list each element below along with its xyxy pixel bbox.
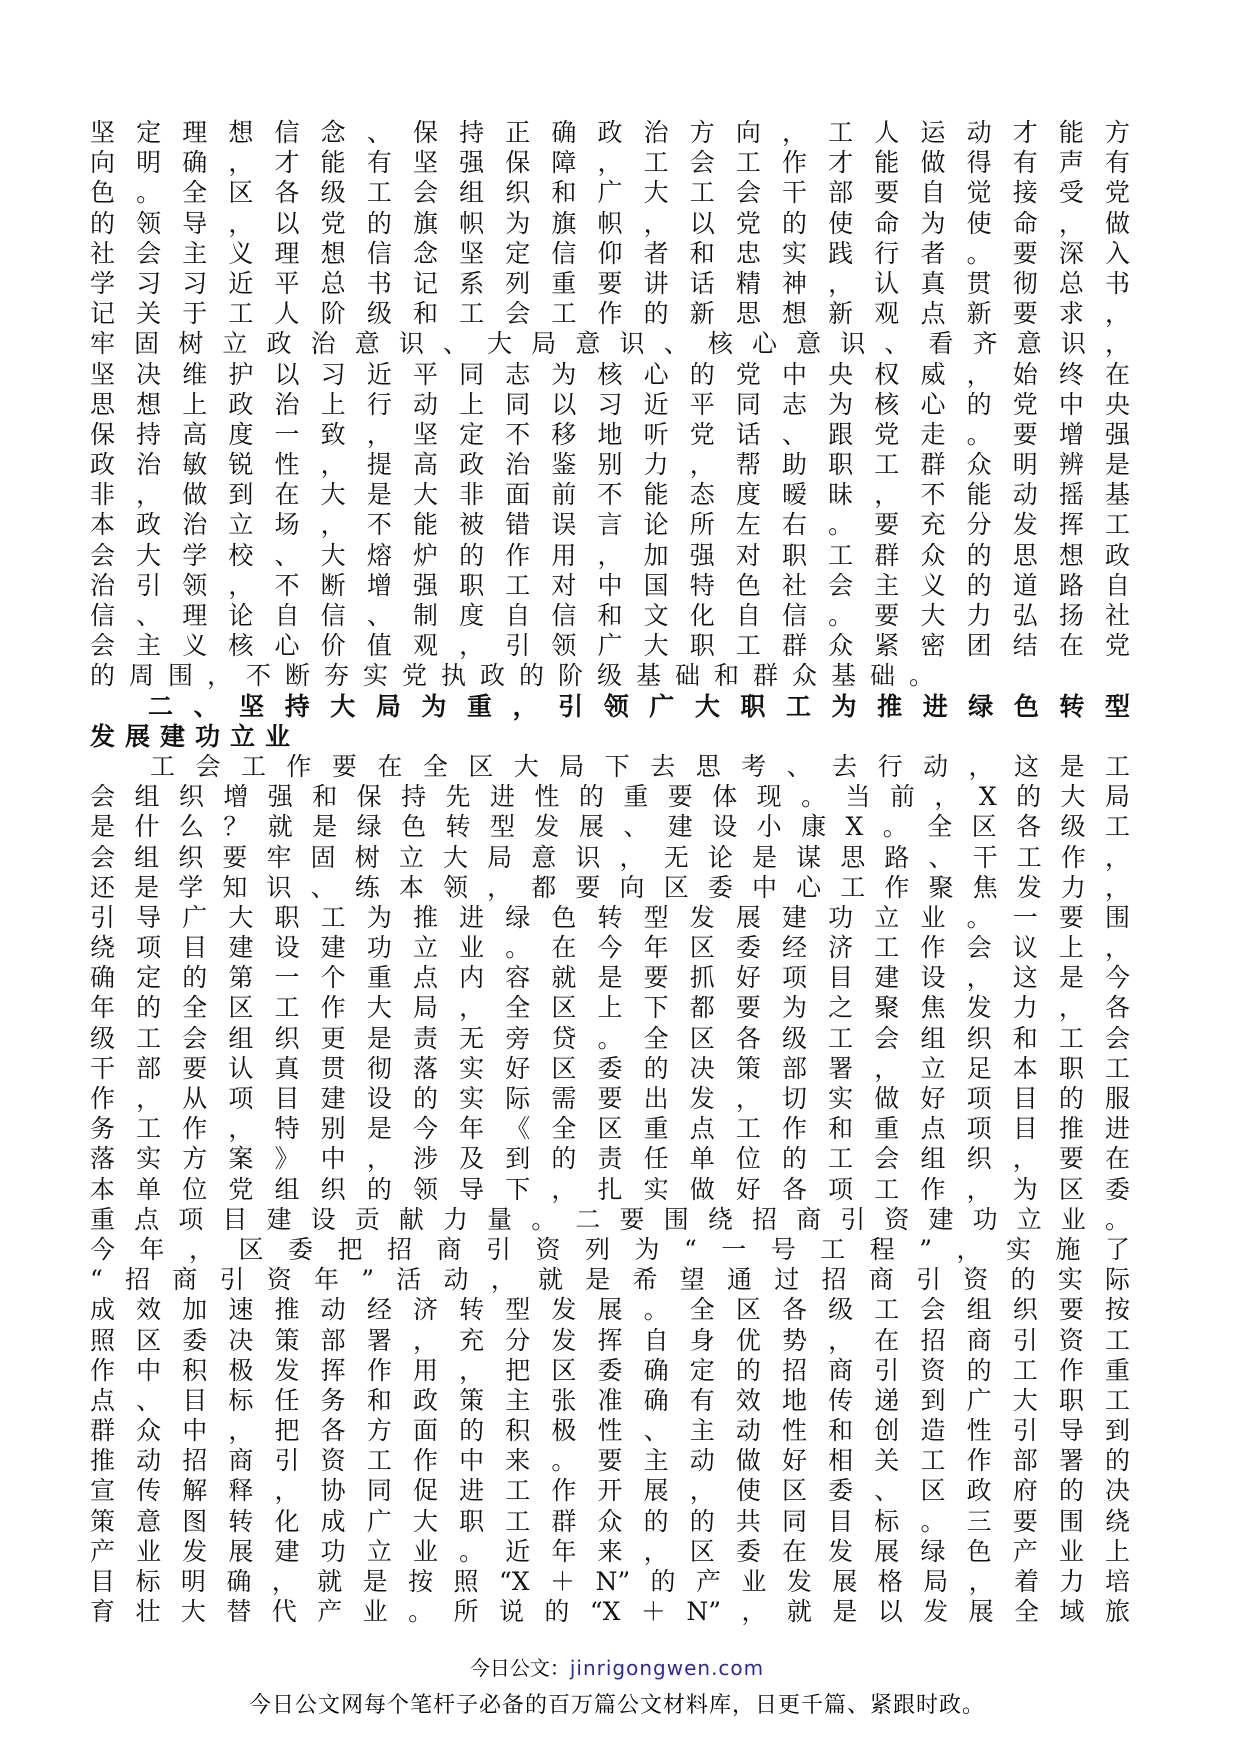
- text-line: 会组织增强和保持先进性的重要体现。当前，X的大局: [90, 782, 1130, 812]
- footer-slogan: 今日公文网每个笔杆子必备的百万篇公文材料库，日更千篇、紧跟时政。: [248, 1693, 985, 1718]
- text-line: 政治敏锐性，提高政治鉴别力，帮助职工群众明辨是: [90, 450, 1130, 480]
- text-line: 信、理论自信、制度自信和文化自信。要大力弘扬社: [90, 601, 1130, 630]
- text-line: 产业发展建功立业。近年来，区委在发展绿色产业上: [90, 1536, 1130, 1566]
- paragraph-ideology: [90, 118, 1130, 692]
- footer-source: [0, 1652, 1234, 1681]
- text-line: 治引领，不断增强职工对中国特色社会主义的道路自: [90, 570, 1130, 600]
- text-line: 会大学校、大熔炉的作用，加强对职工群众的思想政: [90, 540, 1130, 570]
- text-line: 的周围，不断夯实党执政的阶级基础和群众基础。: [90, 661, 949, 691]
- text-line: 育壮大替代产业。所说的“X＋N”，就是以发展全域旅: [90, 1597, 1130, 1627]
- text-line: 社会主义理想信念坚定信仰者和忠实践行者。要深入: [90, 238, 1130, 268]
- text-line: 照区委决策部署，充分发挥自身优势，在招商引资工: [90, 1325, 1130, 1355]
- section-heading: [90, 692, 1130, 752]
- text-line: 坚定理想信念、保持正确政治方向，工人运动才能方: [90, 118, 1130, 147]
- text-line: 作，从项目建设的实际需要出发，切实做好项目的服: [90, 1084, 1130, 1113]
- text-line: 学习习近平总书记系列重要讲话精神，认真贯彻总书: [90, 268, 1130, 298]
- text-line: 向明确，才能有坚强保障，工会工作才能做得有声有: [90, 148, 1130, 178]
- text-line: 目标明确，就是按照“X＋N”的产业发展格局，着力培: [90, 1567, 1130, 1596]
- text-line: 牢固树立政治意识、大局意识、核心意识、看齐意识，: [90, 329, 1130, 359]
- text-line: 重点项目建设贡献力量。二要围绕招商引资建功立业。: [90, 1204, 1130, 1234]
- text-line: 点、目标任务和政策主张准确有效地传递到广大职工: [90, 1385, 1130, 1415]
- heading-line-1: 二、坚持大局为重，引领广大职工为推进绿色转型: [148, 691, 1130, 721]
- text-line: 落实方案》中，涉及到的责任单位的工会组织，要在: [90, 1144, 1130, 1174]
- text-line: 非，做到在大是大非面前不能态度暧昧，不能动摇基: [90, 480, 1130, 510]
- text-line: 推动招商引资工作中来。要主动做好相关工作部署的: [90, 1446, 1130, 1476]
- heading-line-2: 发展建功立业: [90, 721, 301, 751]
- text-line: 宣传解释，协同促进工作开展，使区委、区政府的决: [90, 1476, 1130, 1506]
- text-line: “招商引资年”活动，就是希望通过招商引资的实际: [90, 1265, 1130, 1295]
- text-line: 会主义核心价值观，引领广大职工群众紧密团结在党: [90, 631, 1130, 661]
- text-line: 干部要认真贯彻落实好区委的决策部署，立足本职工: [90, 1053, 1130, 1083]
- text-line: 本政治立场，不能被错误言论所左右。要充分发挥工: [90, 510, 1130, 540]
- text-line: 今年，区委把招商引资列为“一号工程”，实施了: [90, 1234, 1130, 1264]
- text-line: 思想上政治上行动上同以习近平同志为核心的党中央: [90, 389, 1130, 419]
- text-line: 年的全区工作大局，全区上下都要为之聚焦发力，各: [90, 993, 1130, 1023]
- document-body: [90, 118, 1130, 1627]
- text-line: 是什么？就是绿色转型发展、建设小康X。全区各级工: [90, 812, 1130, 842]
- text-line: 保持高度一致，坚定不移地听党话、跟党走。要增强: [90, 419, 1130, 449]
- text-line: 还是学知识、练本领，都要向区委中心工作聚焦发力，: [90, 872, 1130, 902]
- text-line: 的领导，以党的旗帜为旗帜，以党的使命为使命，做: [90, 208, 1130, 238]
- text-line: 会组织要牢固树立大局意识，无论是谋思路、干工作，: [90, 842, 1130, 872]
- text-line: 工会工作要在全区大局下去思考、去行动，这是工: [150, 751, 1130, 781]
- text-line: 记关于工人阶级和工会工作的新思想新观点新要求，: [90, 299, 1130, 329]
- footer-url-link[interactable]: jinrigongwen.com: [569, 1656, 765, 1680]
- text-line: 绕项目建设建功立业。在今年区委经济工作会议上，: [90, 933, 1130, 963]
- text-line: 引导广大职工为推进绿色转型发展建功立业。一要围: [90, 902, 1130, 932]
- text-line: 策意图转化成广大职工群众的的共同目标。三要围绕: [90, 1506, 1130, 1536]
- text-line: 色。全区各级工会组织和广大工会干部要自觉接受党: [90, 178, 1130, 208]
- text-line: 级工会组织更是责无旁贷。全区各级工会组织和工会: [90, 1023, 1130, 1053]
- footer-prefix: 今日公文：: [469, 1656, 570, 1680]
- text-line: 作中积极发挥作用，把区委确定的招商引资的工作重: [90, 1355, 1130, 1385]
- paragraph-overall-situation: [90, 752, 1130, 1627]
- text-line: 本单位党组织的领导下，扎实做好各项工作，为区委: [90, 1174, 1130, 1204]
- text-line: 成效加速推动经济转型发展。全区各级工会组织要按: [90, 1295, 1130, 1325]
- text-line: 坚决维护以习近平同志为核心的党中央权威，始终在: [90, 359, 1130, 389]
- text-line: 务工作，特别是今年《全区重点工作和重点项目推进: [90, 1114, 1130, 1144]
- text-line: 群众中，把各方面的积极性、主动性和创造性引导到: [90, 1416, 1130, 1446]
- text-line: 确定的第一个重点内容就是要抓好项目建设，这是今: [90, 963, 1130, 993]
